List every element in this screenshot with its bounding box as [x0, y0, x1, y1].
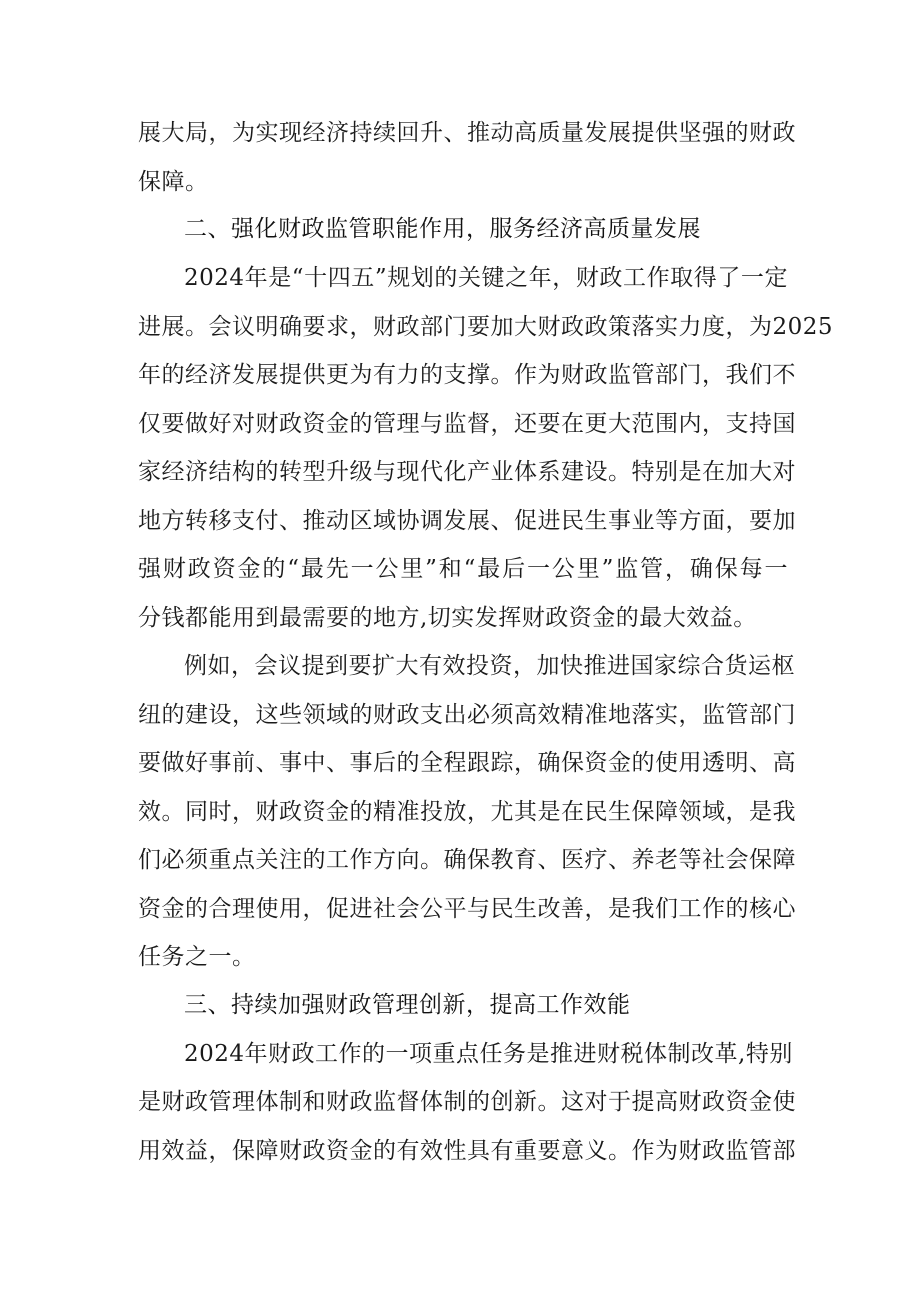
paragraph-line: 地方转移支付、推动区域协调发展、促进民生事业等方面，要加	[138, 508, 796, 534]
paragraph-line: 进展。会议明确要求，财政部门要加大财政政策落实力度，为2025	[138, 314, 834, 340]
paragraph-line: 家经济结构的转型升级与现代化产业体系建设。特别是在加大对	[138, 459, 796, 485]
paragraph-line: 用效益，保障财政资金的有效性具有重要意义。作为财政监管部	[138, 1138, 796, 1164]
paragraph-line: 们必须重点关注的工作方向。确保教育、医疗、养老等社会保障	[138, 847, 796, 873]
paragraph-line: 2024年财政工作的一项重点任务是推进财税体制改革,特别	[184, 1041, 793, 1067]
paragraph-line: 要做好事前、事中、事后的全程跟踪，确保资金的使用透明、高	[138, 750, 796, 776]
paragraph-line: 纽的建设，这些领域的财政支出必须高效精准地落实，监管部门	[138, 702, 796, 728]
section-heading-3: 三、持续加强财政管理创新，提高工作效能	[184, 992, 631, 1018]
paragraph-line: 强财政资金的“最先一公里”和“最后一公里”监管，确保每一	[138, 556, 788, 582]
paragraph-line: 任务之一。	[138, 944, 256, 970]
paragraph-line: 展大局，为实现经济持续回升、推动高质量发展提供坚强的财政	[138, 120, 796, 146]
paragraph-line: 效。同时，财政资金的精准投放，尤其是在民生保障领域，是我	[138, 799, 796, 825]
paragraph-line: 2024年是“十四五”规划的关键之年，财政工作取得了一定	[184, 265, 788, 291]
paragraph-line: 年的经济发展提供更为有力的支撑。作为财政监管部门，我们不	[138, 362, 796, 388]
paragraph-line: 保障。	[138, 169, 209, 195]
section-heading-2: 二、强化财政监管职能作用，服务经济高质量发展	[184, 216, 701, 242]
paragraph-line: 分钱都能用到最需要的地方,切实发挥财政资金的最大效益。	[138, 605, 757, 631]
paragraph-line: 例如，会议提到要扩大有效投资，加快推进国家综合货运枢	[184, 653, 795, 679]
paragraph-line: 仅要做好对财政资金的管理与监督，还要在更大范围内，支持国	[138, 411, 796, 437]
paragraph-line: 资金的合理使用，促进社会公平与民生改善，是我们工作的核心	[138, 896, 796, 922]
paragraph-line: 是财政管理体制和财政监督体制的创新。这对于提高财政资金使	[138, 1089, 796, 1115]
